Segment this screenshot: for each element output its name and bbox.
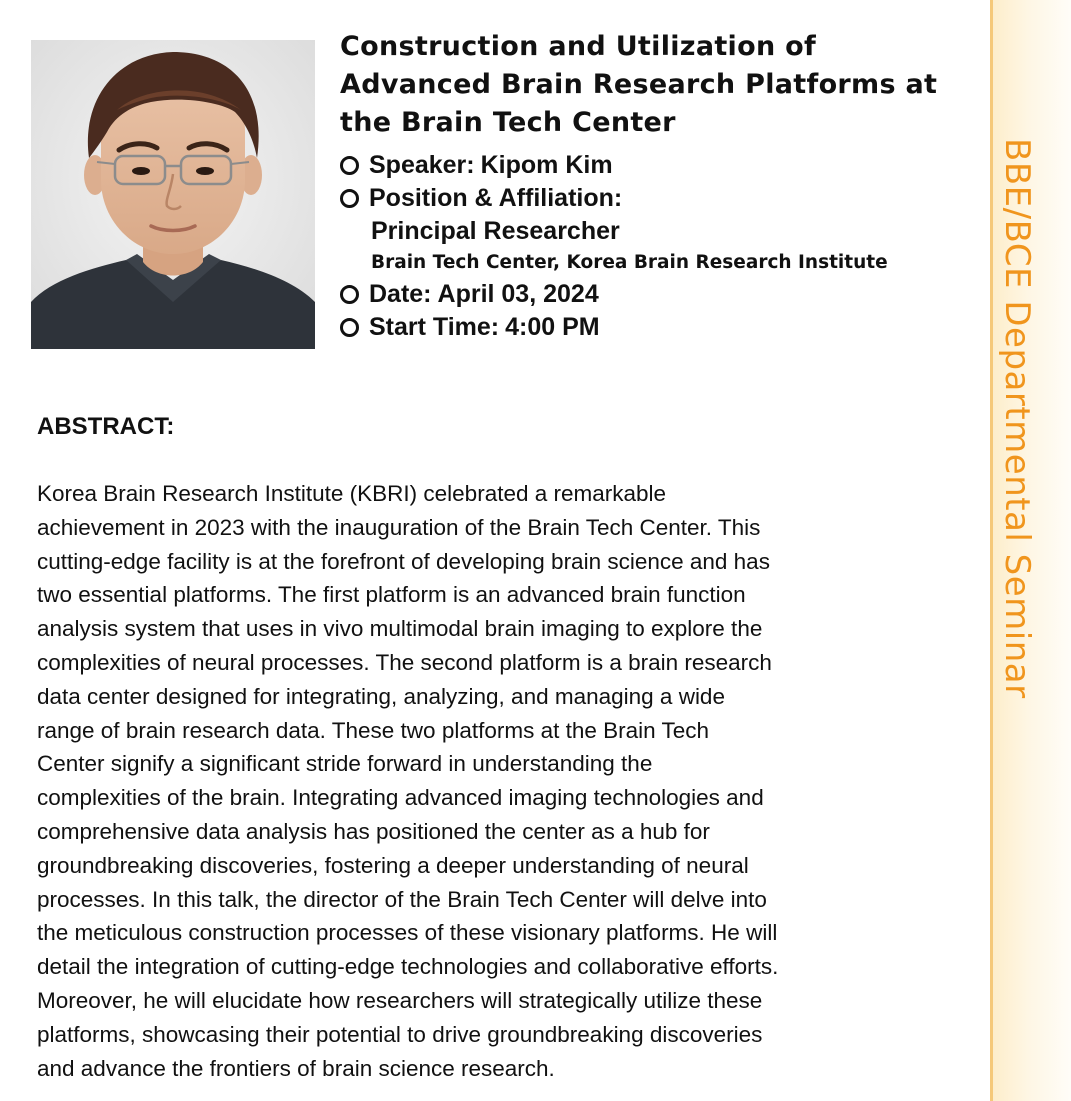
circle-bullet-icon <box>340 156 359 175</box>
speaker-photo <box>31 40 315 349</box>
circle-bullet-icon <box>340 189 359 208</box>
date-label: Date: <box>369 280 432 308</box>
abstract-line: platforms, showcasing their potential to drive groundbreaking discoveries <box>37 1021 763 1047</box>
talk-title-line: Construction and Utilization of <box>340 31 817 62</box>
start-time-value: 4:00 PM <box>505 313 600 341</box>
abstract-body <box>37 477 982 1085</box>
affiliation: Brain Tech Center, Korea Brain Research Institute <box>371 252 888 273</box>
speaker-label: Speaker: <box>369 151 475 179</box>
circle-bullet-icon <box>340 285 359 304</box>
abstract-line: processes. In this talk, the director of the Brain Tech Center will delve into <box>37 886 767 912</box>
position-label: Position & Affiliation: <box>369 184 623 212</box>
abstract-line: range of brain research data. These two platforms at the Brain Tech <box>37 717 710 743</box>
abstract-line: and advance the frontiers of brain science research. <box>37 1055 555 1081</box>
start-time-label: Start Time: <box>369 313 500 341</box>
seminar-details <box>340 149 888 344</box>
speaker-line <box>340 149 888 182</box>
abstract-line: Korea Brain Research Institute (KBRI) celebrated a remarkable <box>37 481 667 506</box>
abstract-line: Moreover, he will elucidate how researchers will strategically utilize these <box>37 987 763 1013</box>
abstract-heading: ABSTRACT: <box>37 413 175 440</box>
abstract-line: the meticulous construction processes of these visionary platforms. He will <box>37 920 778 946</box>
abstract-line: achievement in 2023 with the inauguration of the Brain Tech Center. This <box>37 514 761 540</box>
speaker-name: Kipom Kim <box>480 151 613 179</box>
talk-title-line: Advanced Brain Research Platforms at <box>340 69 938 100</box>
talk-title <box>340 28 980 142</box>
abstract-line: complexities of neural processes. The second platform is a brain research <box>37 649 772 675</box>
date-line <box>340 278 888 311</box>
abstract-line: analysis system that uses in vivo multimodal brain imaging to explore the <box>37 616 763 642</box>
date-value: April 03, 2024 <box>437 280 599 308</box>
abstract-line: comprehensive data analysis has positioned the center as a hub for <box>37 818 710 844</box>
circle-bullet-icon <box>340 318 359 337</box>
abstract-line: two essential platforms. The first platform is an advanced brain function <box>37 582 746 608</box>
start-time-line <box>340 311 888 344</box>
position-line <box>340 182 888 215</box>
abstract-line: detail the integration of cutting-edge technologies and collaborative efforts. <box>37 954 779 980</box>
abstract-line: data center designed for integrating, analyzing, and managing a wide <box>37 683 725 709</box>
talk-title-line: the Brain Tech Center <box>340 107 676 138</box>
seminar-banner-title: BBE/BCE Departmental Seminar <box>997 138 1037 699</box>
abstract-line: groundbreaking discoveries, fostering a deeper understanding of neural <box>37 852 749 878</box>
position-title: Principal Researcher <box>371 217 620 245</box>
abstract-line: complexities of the brain. Integrating advanced imaging technologies and <box>37 785 764 811</box>
abstract-line: Center signify a significant stride forward in understanding the <box>37 751 653 777</box>
abstract-line: cutting-edge facility is at the forefront of developing brain science and has <box>37 548 770 574</box>
